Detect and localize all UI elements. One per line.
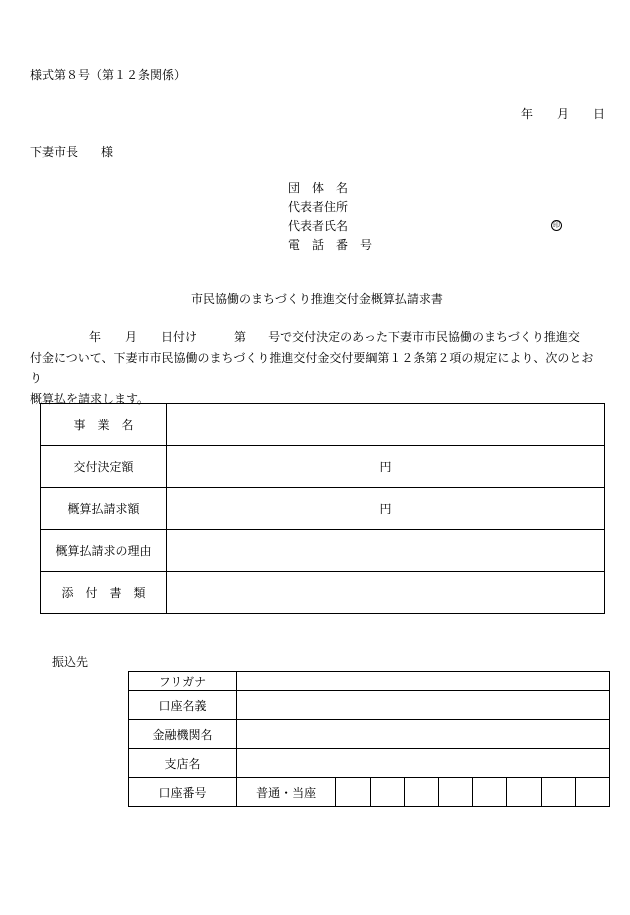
account-name-field[interactable] — [236, 691, 609, 720]
table-row — [129, 720, 610, 749]
table-row — [41, 446, 605, 488]
applicant-org-name-label: 団 体 名 — [288, 181, 349, 195]
form-number: 様式第８号（第１２条関係） — [30, 68, 187, 82]
request-reason-field[interactable] — [167, 530, 605, 572]
body-no-prefix: 第 — [234, 330, 247, 344]
table-row — [41, 572, 605, 614]
table-row — [129, 749, 610, 778]
body-line2: 付金について、下妻市市民協働のまちづくり推進交付金交付要綱第１２条第２項の規定により、次のとおり — [30, 350, 594, 385]
row-label-request-reason: 概算払請求の理由 — [41, 530, 167, 572]
branch-name-label: 支店名 — [129, 749, 237, 778]
decided-amount-field[interactable]: 円 — [167, 446, 605, 488]
row-label-decided-amount: 交付決定額 — [41, 446, 167, 488]
transfer-heading: 振込先 — [52, 655, 89, 669]
addressee-honorific: 様 — [101, 145, 114, 159]
table-row — [129, 691, 610, 720]
applicant-rep-name-label: 代表者氏名 — [288, 219, 349, 233]
request-amount-field[interactable]: 円 — [167, 488, 605, 530]
applicant-phone-label: 電 話 番 号 — [288, 238, 373, 252]
date-year: 年 — [521, 107, 534, 121]
row-label-attachments: 添 付 書 類 — [41, 572, 167, 614]
body-dated: 日付け — [161, 330, 198, 344]
bank-name-field[interactable] — [236, 720, 609, 749]
bank-name-label: 金融機関名 — [129, 720, 237, 749]
account-number-label: 口座番号 — [129, 778, 237, 807]
project-name-field[interactable] — [167, 404, 605, 446]
account-digit-box[interactable] — [336, 778, 370, 807]
request-table — [40, 403, 605, 614]
account-digit-box[interactable] — [404, 778, 438, 807]
attachments-field[interactable] — [167, 572, 605, 614]
table-row — [41, 488, 605, 530]
row-label-request-amount: 概算払請求額 — [41, 488, 167, 530]
document-title: 市民協働のまちづくり推進交付金概算払請求書 — [191, 292, 443, 306]
table-row — [129, 672, 610, 691]
body-line3: 概算払を請求します。 — [30, 391, 150, 406]
addressee-name: 下妻市長 — [30, 145, 79, 159]
body-month: 月 — [125, 330, 138, 344]
account-digit-box[interactable] — [541, 778, 575, 807]
seal-mark: 印 — [553, 221, 560, 229]
table-row — [41, 404, 605, 446]
account-digit-box[interactable] — [473, 778, 507, 807]
date-day: 日 — [593, 107, 606, 121]
account-digit-box[interactable] — [438, 778, 472, 807]
body-line1: 号で交付決定のあった下妻市市民協働のまちづくり推進交 — [268, 330, 580, 344]
transfer-table — [128, 671, 610, 807]
table-row — [41, 530, 605, 572]
date-month: 月 — [557, 107, 570, 121]
account-digit-box[interactable] — [575, 778, 609, 807]
applicant-rep-address-label: 代表者住所 — [288, 200, 349, 214]
table-row — [129, 778, 610, 807]
request-body — [30, 327, 605, 409]
row-label-project-name: 事 業 名 — [41, 404, 167, 446]
account-type-field[interactable]: 普通・当座 — [236, 778, 335, 807]
account-name-label: 口座名義 — [129, 691, 237, 720]
account-digit-box[interactable] — [507, 778, 541, 807]
furigana-field[interactable] — [236, 672, 609, 691]
branch-name-field[interactable] — [236, 749, 609, 778]
furigana-label: フリガナ — [129, 672, 237, 691]
account-digit-box[interactable] — [370, 778, 404, 807]
body-year: 年 — [89, 330, 102, 344]
